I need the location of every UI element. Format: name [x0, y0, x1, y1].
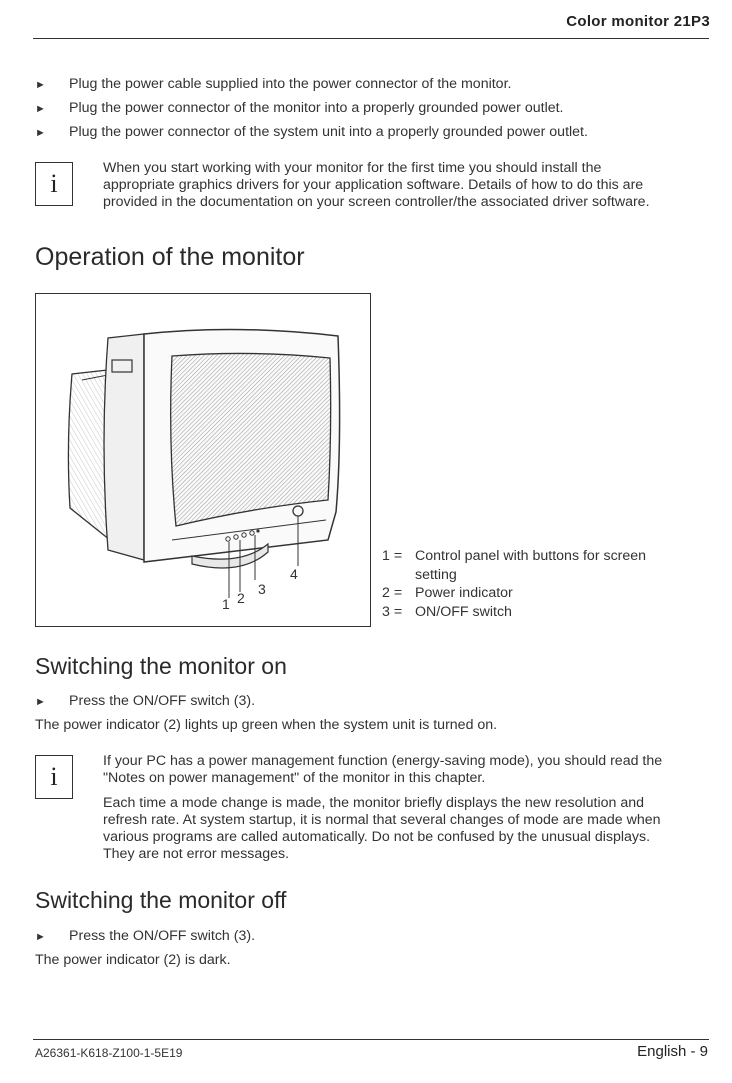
header-rule [33, 38, 709, 39]
bullet-arrow-icon: ► [35, 696, 46, 708]
monitor-figure [35, 293, 371, 627]
crt-monitor-illustration [36, 294, 369, 625]
switch-off-step: ► Press the ON/OFF switch (3). [35, 928, 256, 944]
document-number: A26361-K618-Z100-1-5E19 [35, 1046, 183, 1060]
callout-label: 1 [222, 596, 230, 612]
info-note-drivers: When you start working with your monitor for the first time you should install the appropriate graphics drivers for your application software. Details of how to do this are provided in the documentation on your screen controller/the associated driver software. [103, 160, 650, 210]
bullet-arrow-icon: ► [35, 103, 46, 115]
page-number: English - 9 [637, 1043, 708, 1060]
info-icon: i [35, 162, 73, 206]
bullet-arrow-icon: ► [35, 127, 46, 139]
intro-step: ► Plug the power connector of the monitor into a properly grounded power outlet. [35, 100, 564, 116]
intro-step: ► Plug the power connector of the system unit into a properly grounded power outlet. [35, 124, 588, 140]
legend-item: 3 = ON/OFF switch [382, 603, 512, 620]
legend-item: 2 = Power indicator [382, 585, 513, 601]
section-heading-switch-off: Switching the monitor off [35, 887, 287, 913]
callout-label: 4 [290, 566, 298, 582]
switch-off-result: The power indicator (2) is dark. [35, 952, 231, 968]
switch-on-step: ► Press the ON/OFF switch (3). [35, 693, 256, 709]
legend-item: 1 = Control panel with buttons for screen setting [382, 548, 647, 583]
info-icon: i [35, 755, 73, 799]
callout-label: 2 [237, 590, 245, 606]
section-heading-operation: Operation of the monitor [35, 243, 305, 271]
bullet-arrow-icon: ► [35, 79, 46, 91]
intro-step: ► Plug the power cable supplied into the power connector of the monitor. [35, 76, 512, 92]
switch-on-result: The power indicator (2) lights up green when the system unit is turned on. [35, 717, 498, 733]
info-note-power-management: If your PC has a power management function (energy-saving mode), you should read the "Notes on power management" of the monitor in this chapter. Each time a mode change is made, the monitor briefly displays the new resolution and refresh rate. At system startup, it is normal that several changes of mode are made when various programs are called automatically. Do not be confused by the unusual displays. They are not error messages. [103, 753, 663, 862]
footer-rule [33, 1039, 709, 1040]
figure-legend [382, 547, 675, 621]
bullet-arrow-icon: ► [35, 931, 46, 943]
page-header-title: Color monitor 21P3 [566, 13, 710, 30]
callout-label: 3 [258, 581, 266, 597]
section-heading-switch-on: Switching the monitor on [35, 653, 287, 679]
